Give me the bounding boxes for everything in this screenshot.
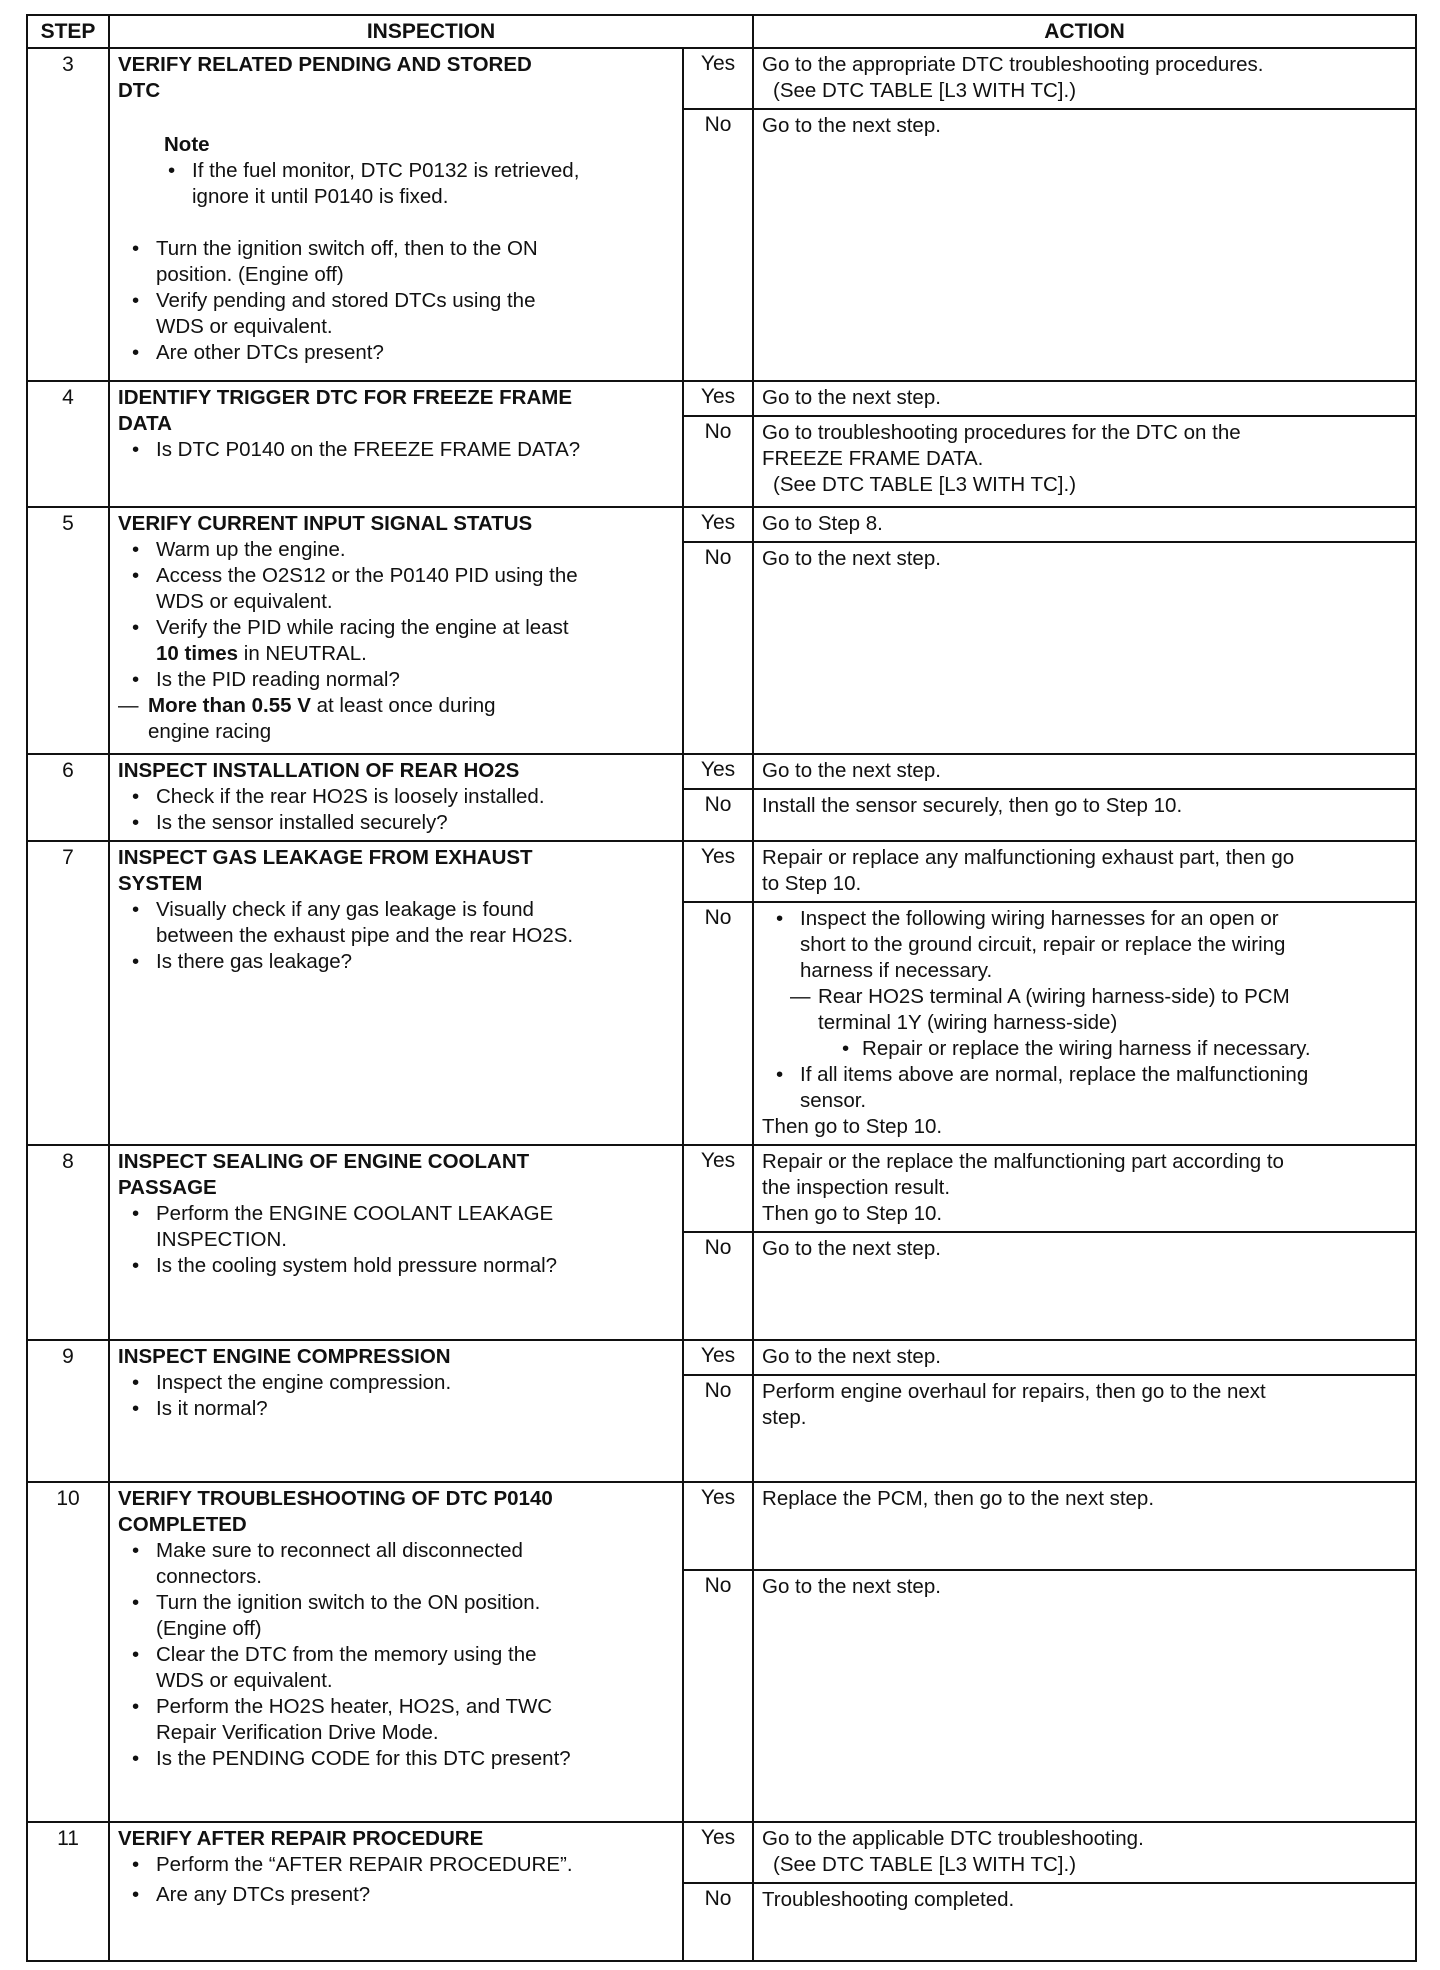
table-row: [27, 48, 1416, 109]
action-no: [753, 902, 1416, 1145]
inspection-cell: [109, 841, 683, 1145]
no-label: No: [683, 902, 753, 1145]
table-header-row: [27, 15, 1416, 48]
list-item: • Is the cooling system hold pressure normal?: [156, 1253, 674, 1279]
no-label: No: [683, 109, 753, 381]
no-label: No: [683, 789, 753, 841]
action-yes: Replace the PCM, then go to the next step.: [753, 1482, 1416, 1570]
inspection-cell: [109, 1145, 683, 1340]
list-item: • Is the PENDING CODE for this DTC present?: [156, 1746, 674, 1772]
list-item: • Are other DTCs present?: [156, 340, 674, 366]
action-then: Then go to Step 10.: [762, 1115, 943, 1138]
step-number: 10: [27, 1482, 109, 1822]
action-no: Go to the next step.: [753, 1570, 1416, 1822]
list-item: • Inspect the engine compression.: [156, 1370, 674, 1396]
yes-label: Yes: [683, 841, 753, 902]
yes-label: Yes: [683, 381, 753, 416]
list-item: • Access the O2S12 or the P0140 PID using the WDS or equivalent.: [156, 563, 674, 615]
list-item: • Is there gas leakage?: [156, 949, 674, 975]
step-number: 4: [27, 381, 109, 507]
action-list: [762, 906, 1407, 984]
header-action: ACTION: [753, 15, 1416, 48]
list-item: • Perform the ENGINE COOLANT LEAKAGE INSPECTION.: [156, 1201, 674, 1253]
step-number: 8: [27, 1145, 109, 1340]
action-no: Go to the next step.: [753, 1232, 1416, 1340]
list-item: • Visually check if any gas leakage is found between the exhaust pipe and the rear HO2S.: [156, 897, 674, 949]
table-row: [27, 841, 1416, 902]
no-label: No: [683, 542, 753, 754]
list-item: • Are any DTCs present?: [156, 1882, 674, 1908]
list-item: • Is the PID reading normal?: [156, 667, 674, 693]
list-item: • Is it normal?: [156, 1396, 674, 1422]
action-no: Go to the next step.: [753, 109, 1416, 381]
yes-label: Yes: [683, 48, 753, 109]
step-title: INSPECT ENGINE COMPRESSION: [118, 1345, 451, 1368]
step-number: 11: [27, 1822, 109, 1961]
inspection-list: [118, 236, 674, 366]
inspection-cell: [109, 754, 683, 841]
list-item: • If all items above are normal, replace the malfunctioning sensor.: [800, 1062, 1407, 1114]
yes-label: Yes: [683, 1145, 753, 1232]
step-title: IDENTIFY TRIGGER DTC FOR FREEZE FRAME DATA: [118, 386, 573, 435]
step-title: VERIFY AFTER REPAIR PROCEDURE: [118, 1827, 484, 1850]
list-item: • Is DTC P0140 on the FREEZE FRAME DATA?: [156, 437, 674, 463]
action-yes: Go to the next step.: [753, 754, 1416, 789]
sub-item: • Repair or replace the wiring harness if necessary.: [762, 1036, 1407, 1062]
table-row: [27, 754, 1416, 789]
list-item: • Warm up the engine.: [156, 537, 674, 563]
inspection-cell: [109, 1822, 683, 1961]
list-item: • Clear the DTC from the memory using the WDS or equivalent.: [156, 1642, 674, 1694]
yes-label: Yes: [683, 1482, 753, 1570]
step-title: INSPECT GAS LEAKAGE FROM EXHAUST SYSTEM: [118, 846, 533, 895]
list-item: • Perform the “AFTER REPAIR PROCEDURE”.: [156, 1852, 674, 1878]
list-item: • Verify the PID while racing the engine at least 10 times in NEUTRAL.: [156, 615, 674, 667]
step-number: 6: [27, 754, 109, 841]
step-number: 3: [27, 48, 109, 381]
note-label: Note: [164, 133, 210, 156]
list-item: • Make sure to reconnect all disconnected connectors.: [156, 1538, 674, 1590]
step-title: INSPECT SEALING OF ENGINE COOLANT PASSAGE: [118, 1150, 530, 1199]
inspection-list: [118, 1201, 674, 1279]
action-no: Install the sensor securely, then go to Step 10.: [753, 789, 1416, 841]
inspection-list: [118, 784, 674, 836]
table-row: [27, 1340, 1416, 1375]
action-yes: Go to the next step.: [753, 381, 1416, 416]
yes-label: Yes: [683, 1340, 753, 1375]
yes-label: Yes: [683, 1822, 753, 1883]
action-yes: Go to Step 8.: [753, 507, 1416, 542]
list-item: • Perform the HO2S heater, HO2S, and TWC Repair Verification Drive Mode.: [156, 1694, 674, 1746]
action-yes: Go to the appropriate DTC troubleshooting procedures. (See DTC TABLE [L3 WITH TC].): [753, 48, 1416, 109]
list-item: • Check if the rear HO2S is loosely installed.: [156, 784, 674, 810]
inspection-list: [118, 1538, 674, 1772]
header-step: STEP: [27, 15, 109, 48]
inspection-cell: [109, 507, 683, 754]
troubleshooting-sheet: [26, 14, 1415, 1962]
no-label: No: [683, 1232, 753, 1340]
no-label: No: [683, 416, 753, 507]
action-yes: Repair or replace any malfunctioning exhaust part, then go to Step 10.: [753, 841, 1416, 902]
step-title: VERIFY TROUBLESHOOTING OF DTC P0140 COMPLETED: [118, 1487, 553, 1536]
action-yes: Go to the next step.: [753, 1340, 1416, 1375]
yes-label: Yes: [683, 507, 753, 542]
inspection-list: [118, 537, 674, 693]
list-item: • Turn the ignition switch off, then to the ON position. (Engine off): [156, 236, 674, 288]
step-number: 9: [27, 1340, 109, 1482]
header-inspection: INSPECTION: [109, 15, 753, 48]
table-row: [27, 1822, 1416, 1883]
action-list: [762, 1062, 1407, 1114]
inspection-cell: [109, 1340, 683, 1482]
inspection-list: [118, 897, 674, 975]
inspection-list: [118, 1852, 674, 1908]
action-no: Go to troubleshooting procedures for the DTC on the FREEZE FRAME DATA. (See DTC TABLE [L3 WITH TC].): [753, 416, 1416, 507]
list-item: • Turn the ignition switch to the ON position. (Engine off): [156, 1590, 674, 1642]
list-item: • If the fuel monitor, DTC P0132 is retrieved, ignore it until P0140 is fixed.: [192, 158, 674, 210]
inspection-list: [118, 1370, 674, 1422]
list-item: • Inspect the following wiring harnesses for an open or short to the ground circuit, repair or replace the wiring harness if necessary.: [800, 906, 1407, 984]
procedure-table: [26, 14, 1417, 1962]
inspection-cell: [109, 48, 683, 381]
no-label: No: [683, 1883, 753, 1961]
inspection-cell: [109, 381, 683, 507]
table-row: [27, 507, 1416, 542]
table-row: [27, 381, 1416, 416]
action-yes: Go to the applicable DTC troubleshooting. (See DTC TABLE [L3 WITH TC].): [753, 1822, 1416, 1883]
list-item: • Is the sensor installed securely?: [156, 810, 674, 836]
action-no: Troubleshooting completed.: [753, 1883, 1416, 1961]
note-list: [118, 158, 674, 210]
step-title: VERIFY RELATED PENDING AND STORED DTC: [118, 53, 532, 102]
list-item: • Verify pending and stored DTCs using the WDS or equivalent.: [156, 288, 674, 340]
step-title: VERIFY CURRENT INPUT SIGNAL STATUS: [118, 512, 533, 535]
action-no: Perform engine overhaul for repairs, then go to the next step.: [753, 1375, 1416, 1482]
step-title: INSPECT INSTALLATION OF REAR HO2S: [118, 759, 520, 782]
no-label: No: [683, 1375, 753, 1482]
table-row: [27, 1145, 1416, 1232]
no-label: No: [683, 1570, 753, 1822]
step-number: 7: [27, 841, 109, 1145]
table-row: [27, 1482, 1416, 1570]
action-no: Go to the next step.: [753, 542, 1416, 754]
inspection-list: [118, 437, 674, 463]
criteria-item: — More than 0.55 V at least once during engine racing: [118, 693, 674, 745]
yes-label: Yes: [683, 754, 753, 789]
action-yes: Repair or the replace the malfunctioning part according to the inspection result. Then go to Step 10.: [753, 1145, 1416, 1232]
inspection-cell: [109, 1482, 683, 1822]
harness-item: — Rear HO2S terminal A (wiring harness-side) to PCM terminal 1Y (wiring harness-side): [762, 984, 1407, 1036]
step-number: 5: [27, 507, 109, 754]
